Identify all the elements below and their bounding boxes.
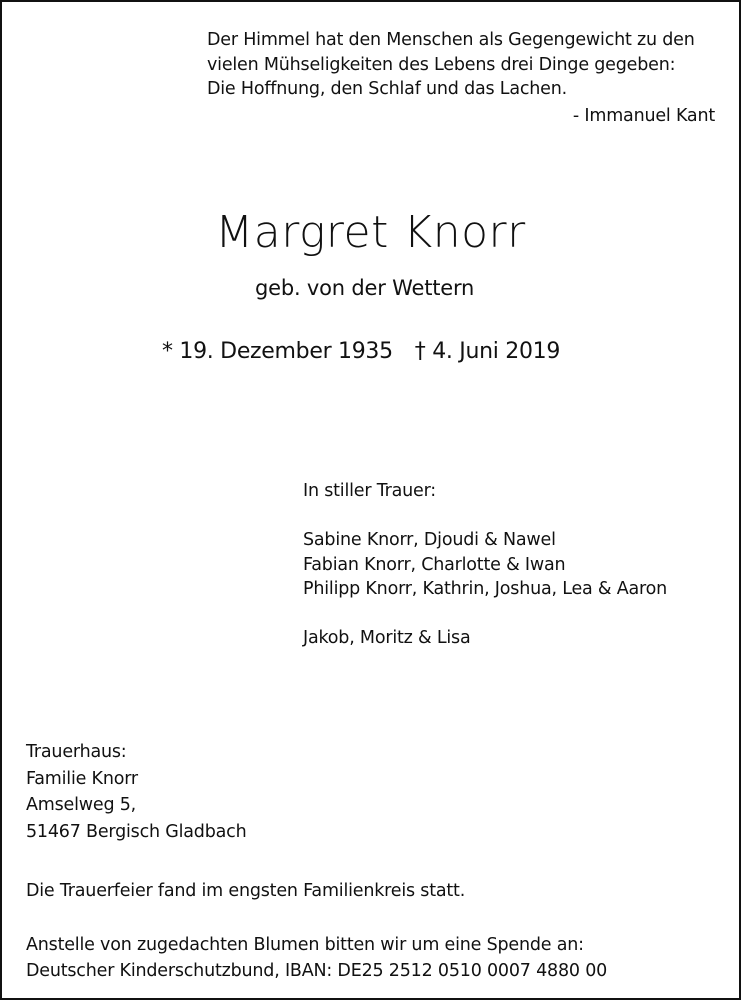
mourner-line: Fabian Knorr, Charlotte & Iwan — [303, 554, 566, 575]
quote — [207, 28, 695, 102]
quote-line: vielen Mühseligkeiten des Lebens drei Dinge gegeben: — [207, 54, 676, 75]
deceased-name: Margret Knorr — [215, 207, 526, 258]
donation-account: Deutscher Kinderschutzbund, IBAN: DE25 2512 0510 0007 4880 00 — [26, 961, 608, 981]
birth-date: * 19. Dezember 1935 — [162, 339, 393, 364]
quote-line: Die Hoffnung, den Schlaf und das Lachen. — [207, 79, 567, 99]
quote-author: - Immanuel Kant — [572, 106, 715, 126]
house-address — [26, 739, 246, 845]
life-dates — [162, 339, 560, 364]
address-line: Amselweg 5, — [26, 795, 137, 815]
maiden-name: geb. von der Wettern — [255, 276, 475, 300]
mourner-line: Philipp Knorr, Kathrin, Joshua, Lea & Aaron — [303, 579, 668, 599]
address-line: Familie Knorr — [26, 768, 138, 789]
quote-line: Der Himmel hat den Menschen als Gegengewicht zu den — [207, 30, 695, 50]
mourners-list — [303, 479, 667, 651]
ceremony-note: Die Trauerfeier fand im engsten Familienkreis statt. — [26, 881, 466, 901]
house-label: Trauerhaus: — [26, 742, 127, 762]
donation-note — [26, 932, 607, 984]
death-date: † 4. Juni 2019 — [414, 339, 561, 364]
mourner-line: Jakob, Moritz & Lisa — [303, 628, 471, 648]
mourner-line: Sabine Knorr, Djoudi & Nawel — [303, 530, 556, 550]
address-line: 51467 Bergisch Gladbach — [26, 821, 247, 842]
mourners-heading: In stiller Trauer: — [303, 481, 436, 501]
donation-request: Anstelle von zugedachten Blumen bitten wir um eine Spende an: — [26, 935, 584, 955]
